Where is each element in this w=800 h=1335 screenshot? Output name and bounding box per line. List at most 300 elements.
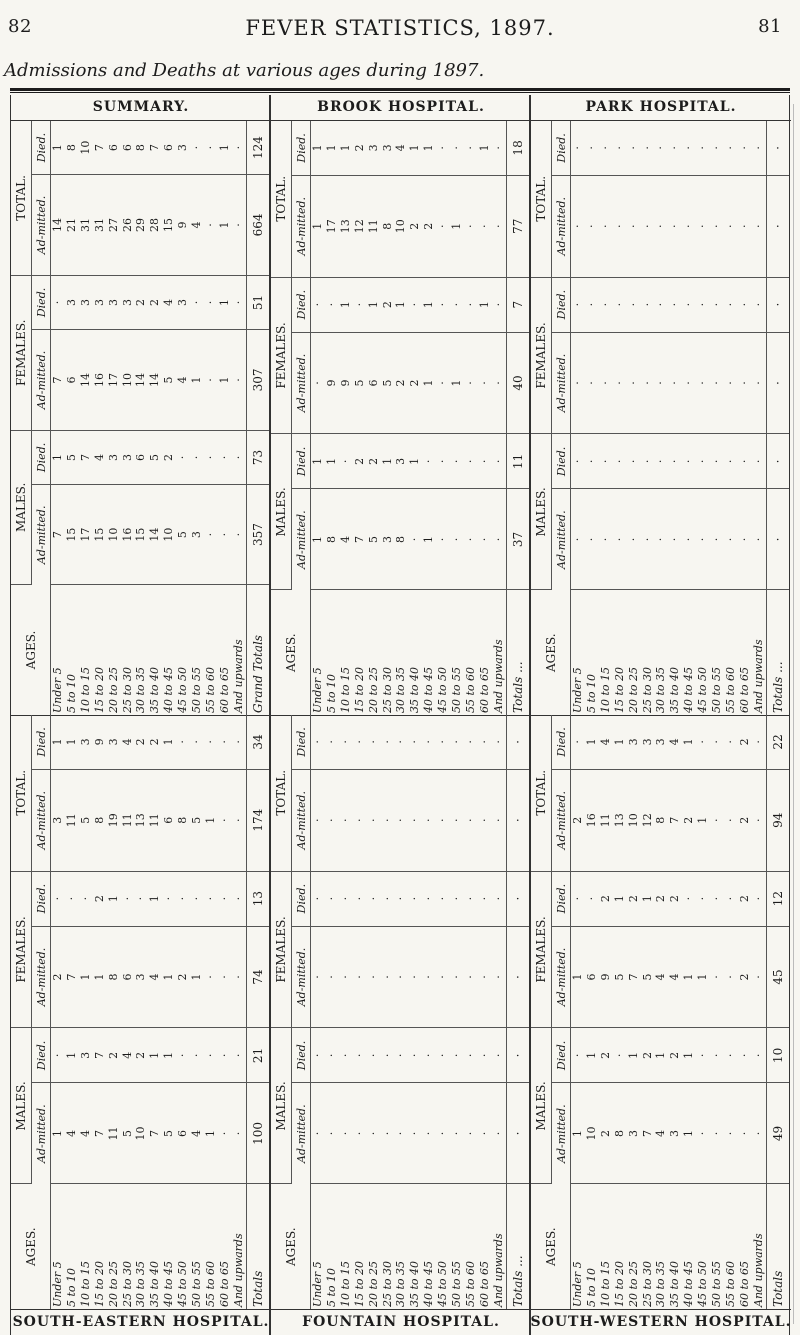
table-cell: · bbox=[450, 926, 464, 1028]
table-cell: 11 bbox=[367, 175, 381, 277]
table-cell: · bbox=[325, 1083, 339, 1184]
age-group-label: 55 to 60 bbox=[464, 1260, 477, 1307]
table-cell: · bbox=[696, 489, 710, 590]
totals-cell: 73 bbox=[247, 430, 270, 484]
table-cell: · bbox=[436, 489, 450, 590]
admitted-subheader: Ad-mitted. bbox=[32, 926, 51, 1028]
table-cell: 1 bbox=[218, 175, 232, 276]
table-cell: 4 bbox=[121, 715, 135, 769]
table-cell: 17 bbox=[107, 330, 121, 431]
table-cell: 2 bbox=[176, 926, 190, 1028]
table-cell: 16 bbox=[121, 485, 135, 585]
table-cell: 1 bbox=[339, 121, 353, 175]
table-cell: 2 bbox=[135, 1028, 149, 1083]
table-cell: · bbox=[464, 121, 478, 175]
table-cell: 7 bbox=[93, 1083, 107, 1184]
table-cell: 1 bbox=[450, 175, 464, 277]
table-cell: · bbox=[436, 121, 450, 175]
ages-header: AGES. bbox=[531, 590, 571, 715]
died-subheader: Died. bbox=[552, 277, 571, 332]
table-cell: · bbox=[696, 175, 710, 277]
table-cell: · bbox=[696, 1028, 710, 1083]
table-cell: · bbox=[450, 489, 464, 590]
table-row bbox=[710, 715, 724, 1309]
table-cell: 3 bbox=[627, 715, 641, 769]
table-cell: 3 bbox=[655, 715, 669, 769]
table-cell: 2 bbox=[367, 434, 381, 489]
table-cell: 7 bbox=[93, 1028, 107, 1083]
table-cell: 2 bbox=[107, 1028, 121, 1083]
table-cell: · bbox=[655, 332, 669, 434]
totals-cell: · bbox=[767, 332, 790, 434]
table-cell: 6 bbox=[121, 926, 135, 1028]
died-subheader: Died. bbox=[32, 430, 51, 484]
table-cell: 3 bbox=[381, 489, 395, 590]
table-cell: 13 bbox=[339, 175, 353, 277]
table-cell: 1 bbox=[585, 715, 599, 769]
table-cell: 1 bbox=[571, 926, 585, 1028]
table-cell: · bbox=[724, 871, 738, 926]
table-cell: 1 bbox=[478, 121, 492, 175]
table-cell: 1 bbox=[641, 871, 655, 926]
table-row bbox=[641, 121, 655, 715]
table-cell: 5 bbox=[381, 332, 395, 434]
table-cell: · bbox=[436, 926, 450, 1028]
table-cell: · bbox=[492, 1083, 507, 1184]
admitted-subheader: Ad-mitted. bbox=[552, 1083, 571, 1184]
table-cell: · bbox=[492, 277, 507, 332]
table-cell: 10 bbox=[162, 485, 176, 585]
hospital-table bbox=[271, 715, 529, 1309]
table-cell: · bbox=[51, 871, 65, 926]
ages-header: AGES. bbox=[271, 590, 311, 715]
table-cell: 2 bbox=[682, 769, 696, 871]
table-cell: 3 bbox=[641, 715, 655, 769]
died-subheader: Died. bbox=[292, 715, 311, 769]
age-group-label: 40 to 45 bbox=[162, 1260, 176, 1307]
table-cell: 1 bbox=[218, 330, 232, 431]
table-cell: · bbox=[724, 1028, 738, 1083]
age-group-label: And upwards bbox=[491, 639, 505, 713]
table-cell: · bbox=[492, 175, 507, 277]
table-row bbox=[218, 121, 232, 715]
table-cell: · bbox=[232, 871, 247, 926]
males-header: MALES. bbox=[11, 1028, 32, 1184]
table-cell: 1 bbox=[682, 1083, 696, 1184]
table-cell: · bbox=[436, 332, 450, 434]
hospital-table bbox=[531, 121, 789, 715]
table-cell: · bbox=[436, 715, 450, 769]
table-cell: · bbox=[381, 769, 395, 871]
admitted-subheader: Ad-mitted. bbox=[32, 330, 51, 431]
table-cell: · bbox=[724, 434, 738, 489]
table-cell: · bbox=[464, 434, 478, 489]
table-row bbox=[641, 715, 655, 1309]
table-cell: · bbox=[668, 121, 682, 175]
admitted-subheader: Ad-mitted. bbox=[552, 769, 571, 871]
table-row bbox=[655, 121, 669, 715]
table-cell: 3 bbox=[93, 275, 107, 329]
table-cell: 4 bbox=[655, 1083, 669, 1184]
table-cell: 31 bbox=[79, 175, 93, 276]
totals-cell: 357 bbox=[247, 485, 270, 585]
table-cell: 8 bbox=[176, 769, 190, 871]
table-cell: · bbox=[450, 769, 464, 871]
age-group-label: 5 to 10 bbox=[324, 673, 338, 713]
age-group-label: 10 to 15 bbox=[78, 666, 92, 713]
table-cell: · bbox=[464, 769, 478, 871]
table-cell: · bbox=[668, 175, 682, 277]
table-cell: · bbox=[325, 871, 339, 926]
table-cell: · bbox=[190, 430, 204, 484]
page-header bbox=[0, 0, 800, 110]
table-cell: · bbox=[311, 715, 325, 769]
admitted-subheader: Ad-mitted. bbox=[292, 332, 311, 434]
table-cell: · bbox=[190, 275, 204, 329]
totals-cell: · bbox=[767, 434, 790, 489]
table-cell: · bbox=[325, 926, 339, 1028]
ages-header: AGES. bbox=[11, 584, 51, 715]
table-cell: · bbox=[436, 769, 450, 871]
table-cell: · bbox=[395, 1083, 409, 1184]
table-cell: 1 bbox=[422, 121, 436, 175]
rotated-statistics-table bbox=[10, 95, 790, 1335]
table-cell: · bbox=[311, 332, 325, 434]
table-cell: 8 bbox=[381, 175, 395, 277]
table-cell: 7 bbox=[148, 121, 162, 175]
totals-cell: · bbox=[507, 1028, 530, 1083]
table-cell: · bbox=[710, 121, 724, 175]
age-group-label: 25 to 30 bbox=[120, 1260, 134, 1307]
table-cell: 2 bbox=[738, 715, 752, 769]
table-row bbox=[599, 121, 613, 715]
table-cell: · bbox=[571, 332, 585, 434]
table-cell: · bbox=[641, 277, 655, 332]
table-cell: 7 bbox=[627, 926, 641, 1028]
table-cell: 16 bbox=[585, 769, 599, 871]
table-cell: · bbox=[339, 1083, 353, 1184]
admitted-subheader: Ad-mitted. bbox=[292, 1083, 311, 1184]
table-cell: · bbox=[641, 332, 655, 434]
table-cell: 1 bbox=[696, 769, 710, 871]
females-header: FEMALES. bbox=[271, 277, 292, 434]
table-cell: · bbox=[478, 332, 492, 434]
table-row bbox=[585, 121, 599, 715]
table-cell: · bbox=[738, 121, 752, 175]
table-row bbox=[93, 715, 107, 1309]
table-cell: · bbox=[599, 175, 613, 277]
table-cell: · bbox=[682, 332, 696, 434]
totals-cell: 77 bbox=[507, 175, 530, 277]
table-cell: 1 bbox=[422, 489, 436, 590]
table-row bbox=[395, 121, 409, 715]
running-title: FEVER STATISTICS, 1897. bbox=[245, 16, 555, 40]
table-cell: 7 bbox=[668, 769, 682, 871]
table-row bbox=[121, 715, 135, 1309]
table-cell: 1 bbox=[696, 926, 710, 1028]
age-group-label: 15 to 20 bbox=[92, 666, 106, 713]
table-cell: · bbox=[204, 1028, 218, 1083]
age-group-label: 5 to 10 bbox=[584, 1267, 598, 1307]
table-cell: · bbox=[641, 121, 655, 175]
admitted-subheader: Ad-mitted. bbox=[292, 926, 311, 1028]
age-group-label: 50 to 55 bbox=[710, 1260, 724, 1307]
table-cell: · bbox=[204, 715, 218, 769]
table-row bbox=[367, 121, 381, 715]
table-cell: 1 bbox=[162, 715, 176, 769]
table-cell: · bbox=[599, 489, 613, 590]
table-row bbox=[190, 121, 204, 715]
age-group-label: 45 to 50 bbox=[176, 1260, 190, 1307]
page-number-left: 82 bbox=[8, 16, 32, 37]
table-cell: 4 bbox=[148, 926, 162, 1028]
totals-cell: · bbox=[507, 871, 530, 926]
table-cell: · bbox=[450, 871, 464, 926]
table-cell: 2 bbox=[353, 434, 367, 489]
table-cell: 2 bbox=[668, 1028, 682, 1083]
table-cell: 9 bbox=[93, 715, 107, 769]
table-cell: · bbox=[325, 715, 339, 769]
table-cell: · bbox=[710, 332, 724, 434]
table-cell: 14 bbox=[148, 330, 162, 431]
table-cell: · bbox=[696, 871, 710, 926]
table-cell: 11 bbox=[121, 769, 135, 871]
table-cell: 3 bbox=[79, 715, 93, 769]
age-group-label: Under 5 bbox=[310, 667, 324, 713]
age-group-label: 30 to 35 bbox=[134, 1260, 148, 1307]
table-cell: 7 bbox=[51, 485, 65, 585]
table-cell: 4 bbox=[395, 121, 409, 175]
table-cell: · bbox=[204, 485, 218, 585]
table-cell: 7 bbox=[93, 121, 107, 175]
table-cell: 6 bbox=[107, 121, 121, 175]
age-group-label: 5 to 10 bbox=[64, 673, 78, 713]
totals-label: Totals ... bbox=[507, 590, 530, 715]
table-cell: 2 bbox=[148, 715, 162, 769]
table-row bbox=[232, 121, 247, 715]
total-header: TOTAL. bbox=[531, 121, 552, 277]
table-row bbox=[724, 121, 738, 715]
table-cell: · bbox=[353, 769, 367, 871]
table-cell: · bbox=[752, 434, 767, 489]
table-cell: 14 bbox=[79, 330, 93, 431]
total-header: TOTAL. bbox=[11, 715, 32, 871]
table-cell: · bbox=[218, 430, 232, 484]
table-cell: · bbox=[190, 715, 204, 769]
table-cell: 2 bbox=[668, 871, 682, 926]
table-cell: · bbox=[492, 1028, 507, 1083]
age-group-label: 20 to 25 bbox=[106, 666, 120, 713]
table-cell: · bbox=[367, 1028, 381, 1083]
table-cell: 5 bbox=[148, 430, 162, 484]
table-cell: · bbox=[408, 277, 422, 332]
table-cell: · bbox=[232, 175, 247, 276]
table-cell: 1 bbox=[395, 277, 409, 332]
table-row bbox=[395, 715, 409, 1309]
hospital-table bbox=[531, 715, 789, 1309]
table-cell: · bbox=[752, 489, 767, 590]
table-cell: · bbox=[51, 275, 65, 329]
totals-cell: 18 bbox=[507, 121, 530, 175]
table-row bbox=[738, 121, 752, 715]
table-cell: · bbox=[464, 332, 478, 434]
table-cell: · bbox=[738, 434, 752, 489]
admitted-subheader: Ad-mitted. bbox=[32, 769, 51, 871]
table-cell: 2 bbox=[738, 926, 752, 1028]
table-cell: · bbox=[218, 1028, 232, 1083]
table-cell: · bbox=[478, 715, 492, 769]
age-group-label: 55 to 60 bbox=[724, 1260, 737, 1307]
table-cell: 4 bbox=[190, 1083, 204, 1184]
table-cell: 8 bbox=[655, 769, 669, 871]
table-cell: 1 bbox=[682, 1028, 696, 1083]
table-cell: · bbox=[218, 871, 232, 926]
totals-cell: 51 bbox=[247, 275, 270, 329]
table-row bbox=[107, 715, 121, 1309]
age-group-label: 5 to 10 bbox=[584, 673, 598, 713]
table-cell: 1 bbox=[218, 121, 232, 175]
table-cell: · bbox=[710, 715, 724, 769]
table-cell: · bbox=[395, 871, 409, 926]
table-cell: · bbox=[613, 1028, 627, 1083]
age-group-label: 15 to 20 bbox=[352, 666, 366, 713]
age-group-label: 10 to 15 bbox=[338, 1260, 352, 1307]
table-cell: · bbox=[599, 332, 613, 434]
table-cell: 3 bbox=[79, 1028, 93, 1083]
males-header: MALES. bbox=[11, 430, 32, 584]
females-header: FEMALES. bbox=[11, 275, 32, 430]
total-header: TOTAL. bbox=[271, 715, 292, 871]
admitted-subheader: Ad-mitted. bbox=[552, 489, 571, 590]
table-cell: 31 bbox=[93, 175, 107, 276]
table-cell: · bbox=[204, 430, 218, 484]
hospital-section bbox=[10, 95, 270, 715]
table-cell: · bbox=[478, 871, 492, 926]
table-cell: 1 bbox=[51, 121, 65, 175]
age-group-label: 35 to 40 bbox=[408, 666, 422, 713]
table-cell: 9 bbox=[176, 175, 190, 276]
table-cell: 4 bbox=[93, 430, 107, 484]
totals-cell: · bbox=[767, 121, 790, 175]
table-cell: 1 bbox=[51, 1083, 65, 1184]
table-cell: 2 bbox=[162, 430, 176, 484]
age-group-label: And upwards bbox=[751, 639, 765, 713]
age-group-label: 15 to 20 bbox=[352, 1260, 366, 1307]
table-cell: 1 bbox=[218, 275, 232, 329]
age-group-label: 15 to 20 bbox=[612, 666, 626, 713]
table-cell: 8 bbox=[107, 926, 121, 1028]
table-cell: 1 bbox=[107, 871, 121, 926]
table-cell: · bbox=[492, 926, 507, 1028]
table-cell: 1 bbox=[162, 1028, 176, 1083]
table-cell: · bbox=[613, 489, 627, 590]
table-cell: · bbox=[492, 769, 507, 871]
totals-cell: 307 bbox=[247, 330, 270, 431]
age-group-label: 55 to 60 bbox=[464, 666, 477, 713]
age-group-label: 20 to 25 bbox=[626, 666, 640, 713]
table-row bbox=[148, 715, 162, 1309]
table-cell: · bbox=[627, 434, 641, 489]
age-group-label: 30 to 35 bbox=[394, 666, 408, 713]
table-cell: · bbox=[436, 1028, 450, 1083]
died-subheader: Died. bbox=[292, 1028, 311, 1083]
table-cell: · bbox=[696, 277, 710, 332]
table-cell: · bbox=[668, 489, 682, 590]
table-cell: · bbox=[571, 489, 585, 590]
table-cell: 10 bbox=[107, 485, 121, 585]
died-subheader: Died. bbox=[32, 871, 51, 926]
table-row bbox=[599, 715, 613, 1309]
table-cell: · bbox=[311, 769, 325, 871]
table-cell: 2 bbox=[51, 926, 65, 1028]
age-group-label: 25 to 30 bbox=[640, 666, 654, 713]
table-cell: 27 bbox=[107, 175, 121, 276]
table-cell: · bbox=[353, 1083, 367, 1184]
table-row bbox=[450, 121, 464, 715]
table-cell: 4 bbox=[339, 489, 353, 590]
table-cell: 5 bbox=[353, 332, 367, 434]
table-cell: · bbox=[478, 769, 492, 871]
table-cell: · bbox=[464, 1083, 478, 1184]
age-group-label: 15 to 20 bbox=[612, 1260, 626, 1307]
hospital-name-cell bbox=[531, 1309, 791, 1335]
table-row bbox=[325, 121, 339, 715]
table-cell: 5 bbox=[79, 769, 93, 871]
table-cell: · bbox=[436, 1083, 450, 1184]
table-cell: · bbox=[627, 121, 641, 175]
table-cell: · bbox=[710, 434, 724, 489]
table-cell: · bbox=[599, 434, 613, 489]
table-cell: · bbox=[353, 1028, 367, 1083]
table-cell: 1 bbox=[627, 1028, 641, 1083]
age-group-label: 20 to 25 bbox=[366, 1260, 380, 1307]
ages-header: AGES. bbox=[271, 1184, 311, 1309]
age-group-label: 20 to 25 bbox=[366, 666, 380, 713]
table-cell: 1 bbox=[571, 1083, 585, 1184]
hospital-row-band bbox=[530, 95, 790, 1335]
table-cell: · bbox=[585, 434, 599, 489]
hospital-name-cell bbox=[271, 95, 531, 121]
age-group-label: 60 to 65 bbox=[477, 1260, 491, 1307]
table-cell: 5 bbox=[613, 926, 627, 1028]
totals-cell: 21 bbox=[247, 1028, 270, 1083]
table-cell: · bbox=[436, 277, 450, 332]
table-cell: 11 bbox=[107, 1083, 121, 1184]
table-cell: 2 bbox=[738, 769, 752, 871]
table-cell: 5 bbox=[190, 769, 204, 871]
table-cell: · bbox=[395, 926, 409, 1028]
table-cell: 2 bbox=[135, 715, 149, 769]
table-row bbox=[571, 715, 585, 1309]
table-cell: 2 bbox=[422, 175, 436, 277]
admitted-subheader: Ad-mitted. bbox=[292, 769, 311, 871]
table-cell: · bbox=[339, 871, 353, 926]
hospital-row-band bbox=[10, 95, 270, 1335]
females-header: FEMALES. bbox=[531, 871, 552, 1028]
table-cell: 2 bbox=[408, 175, 422, 277]
table-cell: 1 bbox=[422, 332, 436, 434]
age-group-label: 25 to 30 bbox=[380, 666, 394, 713]
table-row bbox=[668, 121, 682, 715]
table-cell: · bbox=[51, 1028, 65, 1083]
table-cell: · bbox=[204, 330, 218, 431]
table-cell: 2 bbox=[655, 871, 669, 926]
table-cell: 17 bbox=[325, 175, 339, 277]
totals-cell: · bbox=[507, 1083, 530, 1184]
table-cell: 2 bbox=[135, 275, 149, 329]
age-group-label: 40 to 45 bbox=[682, 1260, 696, 1307]
died-subheader: Died. bbox=[292, 121, 311, 175]
